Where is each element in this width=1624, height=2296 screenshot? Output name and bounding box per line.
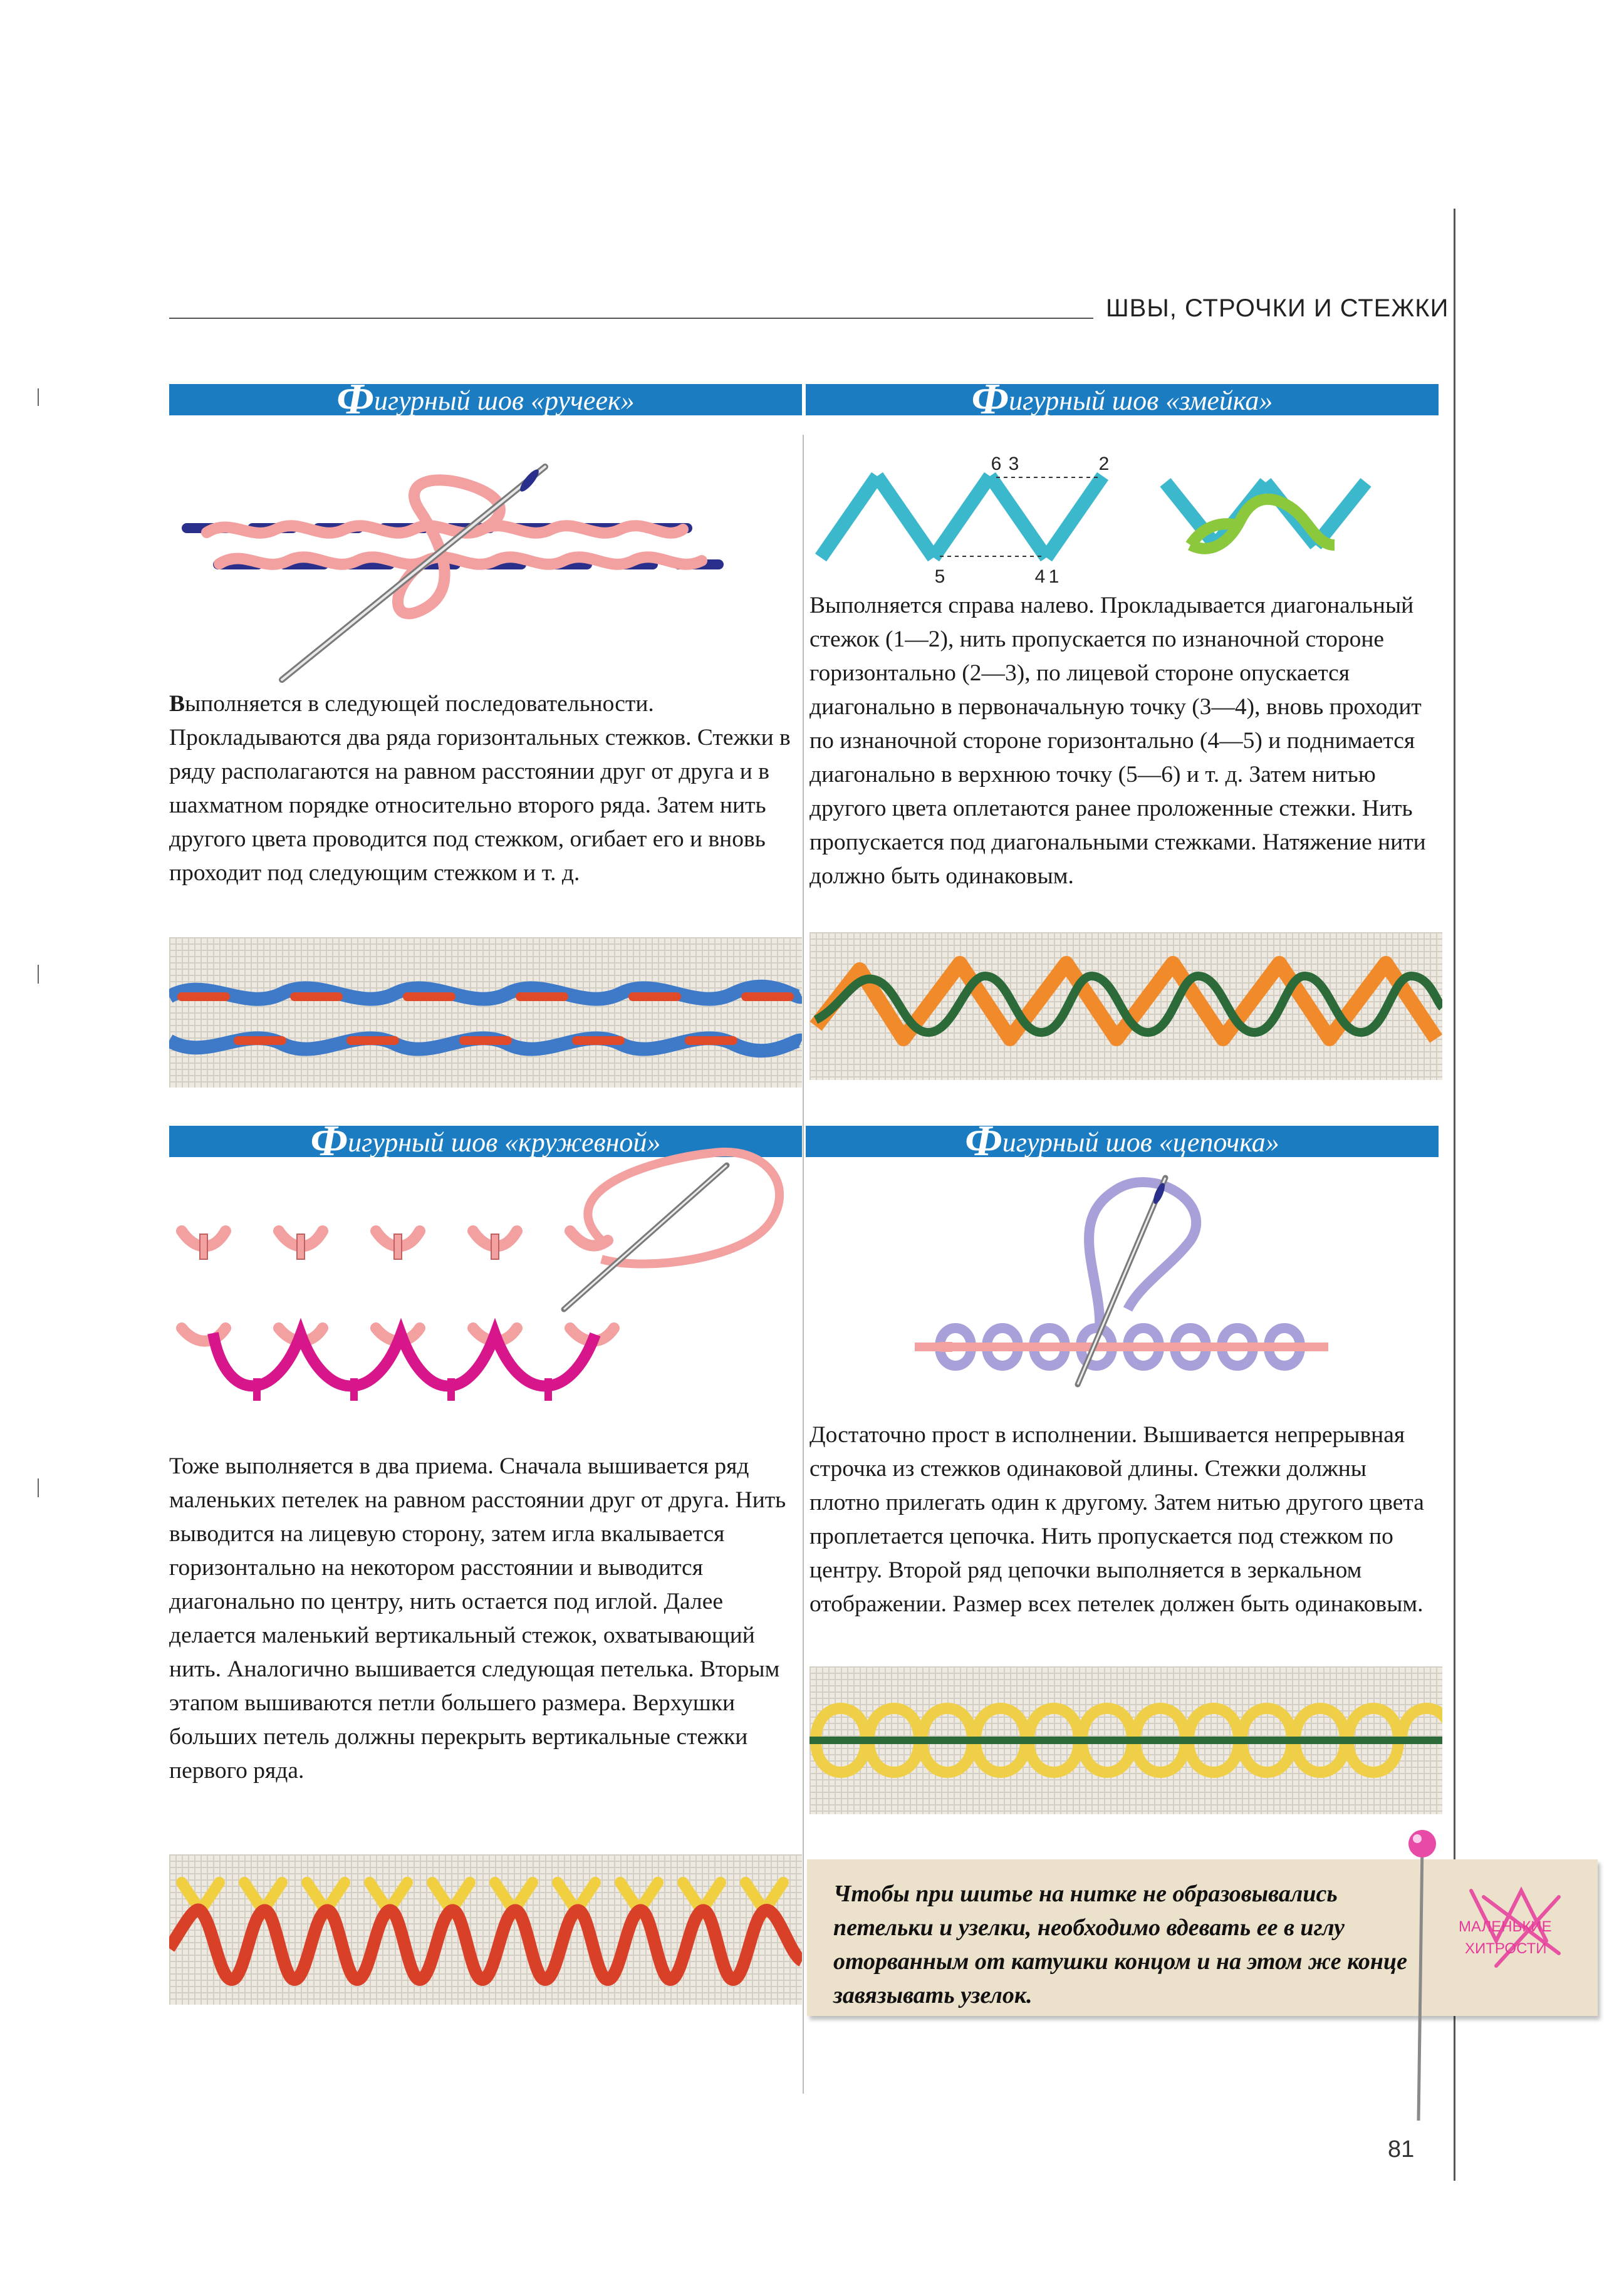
section-banner-rucheek xyxy=(169,375,802,423)
kruzhevnoy-photo xyxy=(169,1854,802,2005)
banner-initial: Ф xyxy=(971,375,1009,423)
rucheek-description xyxy=(169,687,796,890)
paragraph-lead: В xyxy=(169,691,185,717)
column-divider xyxy=(803,435,804,2094)
badge-line1: МАЛЕНЬКИЕ xyxy=(1459,1918,1552,1935)
margin-tick xyxy=(38,388,39,406)
tsepochka-photo xyxy=(809,1666,1442,1814)
tips-badge xyxy=(1446,1878,1590,1997)
label-3: 3 xyxy=(1008,454,1019,474)
label-4: 4 xyxy=(1034,566,1046,587)
tip-box xyxy=(807,1859,1598,2016)
rucheek-diagram xyxy=(182,454,783,686)
section-banner-tsepochka xyxy=(806,1117,1439,1165)
section-title: ШВЫ, СТРОЧКИ И СТЕЖКИ xyxy=(1106,294,1449,322)
margin-tick xyxy=(38,1478,39,1497)
zmeyka-photo xyxy=(809,932,1442,1080)
pin-icon xyxy=(1403,1826,1441,2127)
banner-initial: Ф xyxy=(310,1117,348,1165)
banner-initial: Ф xyxy=(336,375,374,423)
tsepochka-diagram xyxy=(915,1165,1353,1397)
banner-title: игурный шов «цепочка» xyxy=(1002,1127,1279,1158)
kruzhevnoy-description: Тоже выполняется в два приема. Сначала вышивается ряд маленьких петелек на равном расстоянии друг от друга. Нить выводится на лицевую сторону, затем игла вкалывается горизонтально на некотором расстоянии и выводится диагонально по центру, нить остается под иглой. Далее делается маленький вертикальный стежок, охватывающий нить. Аналогично вышивается следующая петелька. Вторым этапом вышиваются петли большего размера. Верхушки больших петель должны перекрыть вертикальные стежки первого ряда. xyxy=(169,1453,786,1784)
section-banner-zmeyka xyxy=(806,375,1439,423)
page-number: 81 xyxy=(1388,2136,1415,2163)
label-5: 5 xyxy=(934,566,945,587)
rucheek-photo xyxy=(169,937,802,1088)
label-2: 2 xyxy=(1098,454,1110,474)
label-6: 6 xyxy=(991,454,1002,474)
kruzhevnoy-diagram xyxy=(175,1146,802,1428)
zmeyka-diagram xyxy=(815,451,1441,595)
banner-initial: Ф xyxy=(965,1117,1002,1165)
tsepochka-description: Достаточно прост в исполнении. Вышивается непрерывная строчка из стежков одинаковой длины. Стежки должны плотно прилегать один к другому. Затем нитью другого цвета проплетается цепочка. Нить пропускается под стежком по центру. Второй ряд цепочки выполняется в зеркальном отображении. Размер всех петелек должен быть одинаковым. xyxy=(809,1422,1424,1617)
label-1: 1 xyxy=(1048,566,1059,587)
header-rule xyxy=(169,318,1093,319)
banner-title: игурный шов «змейка» xyxy=(1009,385,1273,416)
paragraph-text: ыполняется в следующей последовательности. Прокладываются два ряда горизонтальных стежков. Стежки в ряду располагаются на равном расстоянии друг от друга и в шахматном порядке относительно второго ряда. Затем нить другого цвета проводится под стежком, огибает его и вновь проходит под следующим стежком и т. д. xyxy=(169,691,791,886)
zmeyka-description: Выполняется справа налево. Прокладывается диагональный стежок (1—2), нить пропускается по изнаночной стороне горизонтально (2—3), по лицевой стороне опускается диагонально в первоначальную точку (3—4), вновь проходит по изнаночной стороне горизонтально (4—5) и поднимается диагонально в верхнюю точку (5—6) и т. д. Затем нитью другого цвета оплетаются ранее проложенные стежки. Нить пропускается под диагональными стежками. Натяжение нити должно быть одинаковым. xyxy=(809,593,1426,889)
margin-tick xyxy=(38,965,39,984)
banner-title: игурный шов «кружевной» xyxy=(348,1127,661,1158)
tip-text: Чтобы при шитье на нитке не образовывались петельки и узелки, необходимо вдевать ее в иглу оторванным от катушки концом и на этом же конце завязывать узелок. xyxy=(833,1881,1407,2008)
banner-title: игурный шов «ручеек» xyxy=(373,385,635,416)
badge-line2: ХИТРОСТИ xyxy=(1465,1940,1547,1957)
